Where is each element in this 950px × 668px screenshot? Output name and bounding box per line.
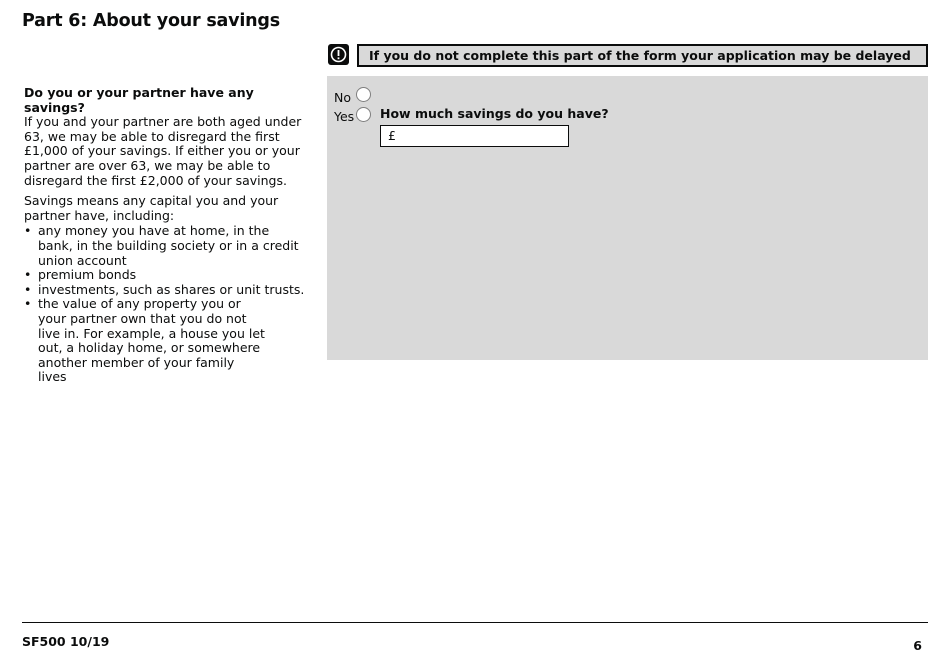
savings-amount-input[interactable] bbox=[380, 125, 569, 147]
disregard-paragraph: If you and your partner are both aged under 63, we may be able to disregard the first £1,000 of your savings. If either you or your partner are over 63, we may be able to disregard the first £2,000 of your savings. bbox=[24, 114, 302, 188]
page-number: 6 bbox=[913, 638, 922, 653]
savings-guidance bbox=[24, 86, 306, 385]
list-item-text: any money you have at home, in the bank, in the building society or in a credit union account bbox=[38, 223, 299, 268]
savings-amount-label: How much savings do you have? bbox=[380, 106, 609, 121]
list-item bbox=[24, 268, 306, 283]
list-item bbox=[24, 224, 306, 268]
bullet-mark: • bbox=[24, 296, 32, 312]
savings-definition: Savings means any capital you and your partner have, including: bbox=[24, 193, 279, 223]
currency-symbol: £ bbox=[388, 128, 396, 143]
page-title: Part 6: About your savings bbox=[22, 11, 280, 31]
yes-radio[interactable] bbox=[356, 107, 371, 122]
no-radio[interactable] bbox=[356, 87, 371, 102]
bullet-mark: • bbox=[24, 267, 32, 283]
warning-banner bbox=[328, 44, 928, 67]
footer-divider bbox=[22, 622, 928, 623]
form-code: SF500 10/19 bbox=[22, 634, 110, 649]
bullet-mark: • bbox=[24, 281, 32, 297]
no-label: No bbox=[334, 90, 351, 105]
question-heading: Do you or your partner have any savings? bbox=[24, 85, 254, 115]
list-item-text: the value of any property you or your partner own that you do not live in. For example, a house you let out, a holiday home, or somewhere another member of your family lives bbox=[38, 296, 265, 385]
exclamation-icon bbox=[328, 44, 349, 65]
bullet-mark: • bbox=[24, 223, 32, 239]
yes-label: Yes bbox=[334, 109, 355, 124]
list-item bbox=[24, 283, 306, 298]
list-item-text: premium bonds bbox=[38, 267, 137, 283]
list-item bbox=[24, 297, 306, 385]
list-item-text: investments, such as shares or unit trusts. bbox=[38, 281, 305, 297]
savings-list bbox=[24, 224, 306, 385]
warning-text: If you do not complete this part of the form your application may be delayed bbox=[357, 44, 928, 67]
